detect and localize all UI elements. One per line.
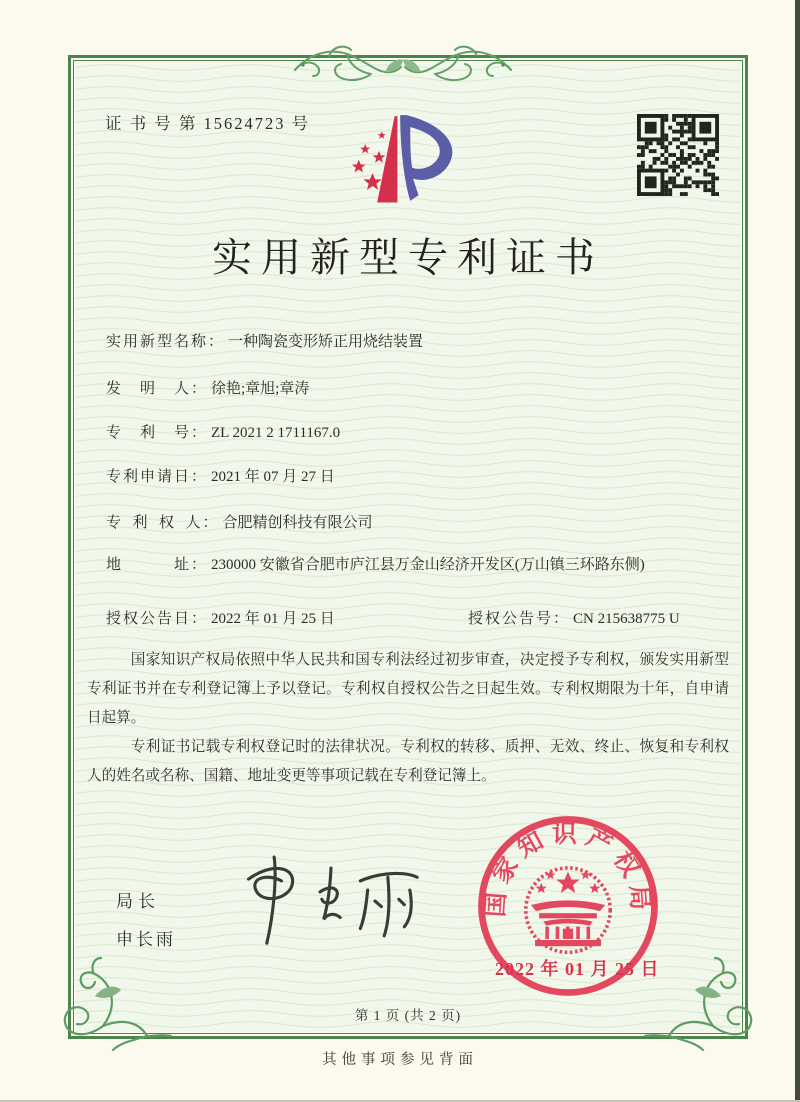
grant-date: 2022 年 01 月 25 日 <box>211 611 335 627</box>
field-value: 230000 安徽省合肥市庐江县万金山经济开发区(万山镇三环路东侧) <box>211 557 645 573</box>
field-value: ZL 2021 2 1711167.0 <box>211 425 341 441</box>
certificate-number: 证 书 号 第 15624723 号 <box>105 114 311 133</box>
grant-number-pair <box>468 608 680 630</box>
field-row-filing-date <box>106 466 335 488</box>
qr-code <box>637 114 719 196</box>
field-value: 徐艳;章旭;章涛 <box>211 381 310 397</box>
legal-paragraph-2: 专利证书记载专利权登记时的法律状况。专利权的转移、质押、无效、终止、恢复和专利权人的姓名或名称、国籍、地址变更等事项记载在专利登记簿上。 <box>87 739 729 784</box>
seal-agency-text: 国家知识产权局 <box>482 821 654 919</box>
field-row-patentee <box>106 512 373 534</box>
field-label: 专 利 号： <box>106 425 209 441</box>
field-row-address <box>106 554 716 576</box>
page-number: 第 1 页 (共 2 页) <box>354 1008 462 1023</box>
signature-icon <box>221 848 441 956</box>
dragon-ornament-icon <box>289 34 517 90</box>
seal-date: 2022 年 01 月 25 日 <box>495 959 660 979</box>
scan-edge <box>795 0 800 1102</box>
field-label: 地 址： <box>106 557 209 573</box>
cnipa-logo-icon <box>333 108 471 218</box>
field-row-inventors <box>106 378 309 400</box>
field-label: 专 利 权 人： <box>106 515 220 531</box>
field-label: 发 明 人： <box>106 381 209 397</box>
legal-text <box>87 646 729 791</box>
grant-number: CN 215638775 U <box>573 611 680 627</box>
officer-title: 局长 <box>116 892 160 911</box>
field-row-grant <box>106 608 736 630</box>
back-note: 其他事项参见背面 <box>322 1052 478 1068</box>
field-row-patent-number <box>106 422 340 444</box>
officer-name: 申长雨 <box>116 930 176 949</box>
field-label: 授权公告号： <box>468 611 571 627</box>
national-emblem-icon <box>526 868 610 952</box>
field-row-name <box>106 331 423 353</box>
field-label: 实用新型名称： <box>106 334 226 350</box>
legal-paragraph-1: 国家知识产权局依照中华人民共和国专利法经过初步审查，决定授予专利权，颁发实用新型专利证书并在专利登记簿上予以登记。专利权自授权公告之日起生效。专利权期限为十年，自申请日起算。 <box>87 652 729 726</box>
field-label: 专利申请日： <box>106 469 209 485</box>
field-label: 授权公告日： <box>106 611 209 627</box>
certificate-title: 实用新型专利证书 <box>212 235 604 280</box>
certificate-border-frame <box>68 55 748 1039</box>
field-value: 合肥精创科技有限公司 <box>222 515 373 531</box>
field-value: 2021 年 07 月 27 日 <box>211 469 335 485</box>
field-value: 一种陶瓷变形矫正用烧结装置 <box>228 334 424 350</box>
